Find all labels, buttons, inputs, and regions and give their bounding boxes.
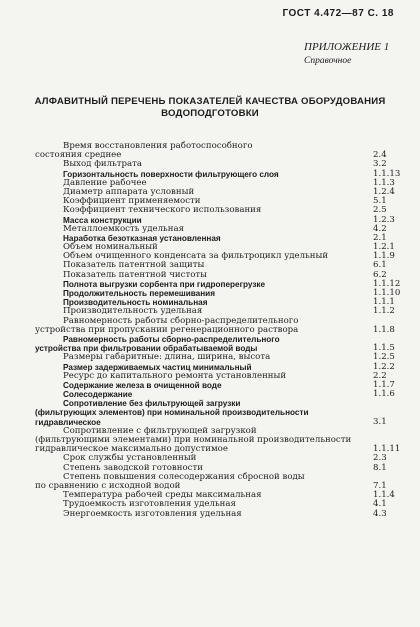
index-ref-number: 2.4 bbox=[373, 150, 387, 161]
index-term: Давление рабочее bbox=[63, 177, 147, 188]
index-ref-number: 1.1.12 bbox=[373, 278, 401, 289]
index-ref-number: 4.2 bbox=[373, 223, 387, 234]
index-term: Трудоемкость изготовления удельная bbox=[63, 499, 236, 510]
index-ref-number: 4.1 bbox=[373, 499, 387, 510]
index-ref-number: 2.2 bbox=[373, 370, 387, 381]
title-line: ВОДОПОДГОТОВКИ bbox=[161, 108, 259, 119]
index-term: Размер задерживаемых частиц минимальный bbox=[63, 362, 252, 372]
index-term: Содержание железа в очищенной воде bbox=[63, 380, 222, 390]
index-ref-number: 2.5 bbox=[373, 205, 387, 216]
index-row bbox=[0, 408, 420, 417]
index-ref-number: 5.1 bbox=[373, 196, 387, 207]
index-ref-number: 1.2.5 bbox=[373, 352, 395, 363]
index-ref-number: 3.1 bbox=[373, 416, 387, 427]
index-ref-number: 1.1.10 bbox=[373, 288, 401, 298]
index-term: Равномерность работы сборно-распределительного bbox=[63, 334, 280, 344]
document-title bbox=[20, 96, 400, 120]
index-term: Степень заводской готовности bbox=[63, 462, 203, 473]
index-term: Выход фильтрата bbox=[63, 159, 143, 170]
index-term: по сравнению с исходной водой bbox=[35, 480, 181, 491]
index-ref-number: 6.2 bbox=[373, 269, 387, 280]
index-row bbox=[0, 160, 420, 169]
index-ref-number: 6.1 bbox=[373, 260, 387, 271]
index-term: Солесодержание bbox=[63, 390, 133, 400]
index-row bbox=[0, 225, 420, 234]
index-row bbox=[0, 390, 420, 399]
index-term: Горизонтальность поверхности фильтрующего слоя bbox=[63, 169, 279, 179]
index-term: гидравлическое bbox=[35, 417, 101, 427]
index-term: Степень повышения солесодержания сбросной воды bbox=[63, 471, 305, 482]
index-term: Сопротивление без фильтрующей загрузки bbox=[63, 399, 241, 409]
index-ref-number: 4.3 bbox=[373, 508, 387, 519]
index-row bbox=[0, 372, 420, 381]
title-line: АЛФАВИТНЫЙ ПЕРЕЧЕНЬ ПОКАЗАТЕЛЕЙ КАЧЕСТВА ОБОРУДОВАНИЯ bbox=[34, 96, 386, 107]
index-ref-number: 1.2.4 bbox=[373, 186, 395, 197]
index-row bbox=[0, 271, 420, 280]
index-list bbox=[0, 142, 420, 519]
index-ref-number: 1.1.3 bbox=[373, 177, 395, 188]
index-ref-number: 1.1.11 bbox=[373, 444, 401, 455]
index-term: Производительность удельная bbox=[63, 306, 203, 317]
index-term: Коэффициент применяемости bbox=[63, 196, 201, 207]
index-ref-number: 1.1.8 bbox=[373, 324, 395, 335]
index-term: Продолжительность перемешивания bbox=[63, 289, 215, 298]
appendix-subtitle: Справочное bbox=[304, 56, 352, 66]
index-term: Энергоемкость изготовления удельная bbox=[63, 508, 242, 519]
index-term: Коэффициент технического использования bbox=[63, 205, 262, 216]
index-ref-number: 2.3 bbox=[373, 453, 387, 464]
index-term: Наработка безотказная установленная bbox=[63, 233, 221, 243]
index-ref-number: 1.1.9 bbox=[373, 251, 395, 262]
index-row bbox=[0, 510, 420, 519]
index-term: гидравлическое максимально допустимое bbox=[35, 444, 228, 455]
page-header-code: ГОСТ 4.472—87 С. 18 bbox=[282, 8, 394, 19]
index-ref-number: 1.1.13 bbox=[373, 168, 401, 179]
index-term: (фильтрующими элементами) при номинальной производительности bbox=[35, 435, 352, 445]
index-row bbox=[0, 280, 420, 289]
index-term: устройства при фильтровании обрабатываемой воды bbox=[35, 344, 258, 354]
index-row bbox=[0, 399, 420, 408]
index-ref-number: 8.1 bbox=[373, 462, 387, 473]
index-term: Полнота выгрузки сорбента при гидроперегрузке bbox=[63, 279, 266, 289]
index-row bbox=[0, 381, 420, 390]
index-ref-number: 3.2 bbox=[373, 159, 387, 170]
index-term: Сопротивление с фильтрующей загрузкой bbox=[63, 425, 257, 436]
index-ref-number: 1.2.1 bbox=[373, 242, 395, 253]
index-term: Температура рабочей среды максимальная bbox=[63, 490, 262, 501]
index-ref-number: 1.2.2 bbox=[373, 361, 395, 372]
index-ref-number: 1.1.1 bbox=[373, 297, 395, 308]
appendix-title: ПРИЛОЖЕНИЕ 1 bbox=[304, 41, 390, 53]
index-row bbox=[0, 353, 420, 362]
index-term: Срок службы установленный bbox=[63, 453, 197, 464]
index-term: устройства при пропускании регенерационного раствора bbox=[35, 324, 299, 335]
index-ref-number: 2.1 bbox=[373, 232, 387, 243]
index-term: Производительность номинальная bbox=[63, 298, 208, 308]
index-ref-number: 1.1.7 bbox=[373, 379, 395, 390]
index-ref-number: 1.1.5 bbox=[373, 343, 395, 354]
index-ref-number: 1.1.4 bbox=[373, 490, 395, 501]
index-term: Объем очищенного конденсата за фильтроцикл удельный bbox=[63, 251, 329, 262]
index-term: Объем номинальный bbox=[63, 242, 158, 253]
index-term: Показатель патентной чистоты bbox=[63, 269, 207, 280]
index-term: Время восстановления работоспособного bbox=[63, 141, 253, 151]
index-ref-number: 7.1 bbox=[373, 480, 387, 491]
index-ref-number: 1.1.6 bbox=[373, 389, 395, 400]
index-ref-number: 1.2.3 bbox=[373, 214, 395, 225]
index-term: Металлоемкость удельная bbox=[63, 223, 184, 234]
index-term: Показатель патентной защиты bbox=[63, 260, 205, 271]
index-term: Размеры габаритные: длина, ширина, высота bbox=[63, 352, 271, 363]
index-row bbox=[0, 206, 420, 215]
index-term: состояния среднее bbox=[35, 150, 122, 161]
index-term: Ресурс до капитального ремонта установленный bbox=[63, 370, 287, 381]
index-row bbox=[0, 289, 420, 298]
index-row bbox=[0, 335, 420, 344]
index-term: (фильтрующих элементов) при номинальной производительности bbox=[35, 408, 309, 418]
index-ref-number: 1.1.2 bbox=[373, 306, 395, 317]
index-term: Диаметр аппарата условный bbox=[63, 186, 195, 197]
index-term: Равномерность работы сборно-распределительного bbox=[63, 315, 299, 326]
index-row bbox=[0, 326, 420, 335]
index-term: Масса конструкции bbox=[63, 215, 142, 225]
appendix-label bbox=[304, 40, 389, 68]
